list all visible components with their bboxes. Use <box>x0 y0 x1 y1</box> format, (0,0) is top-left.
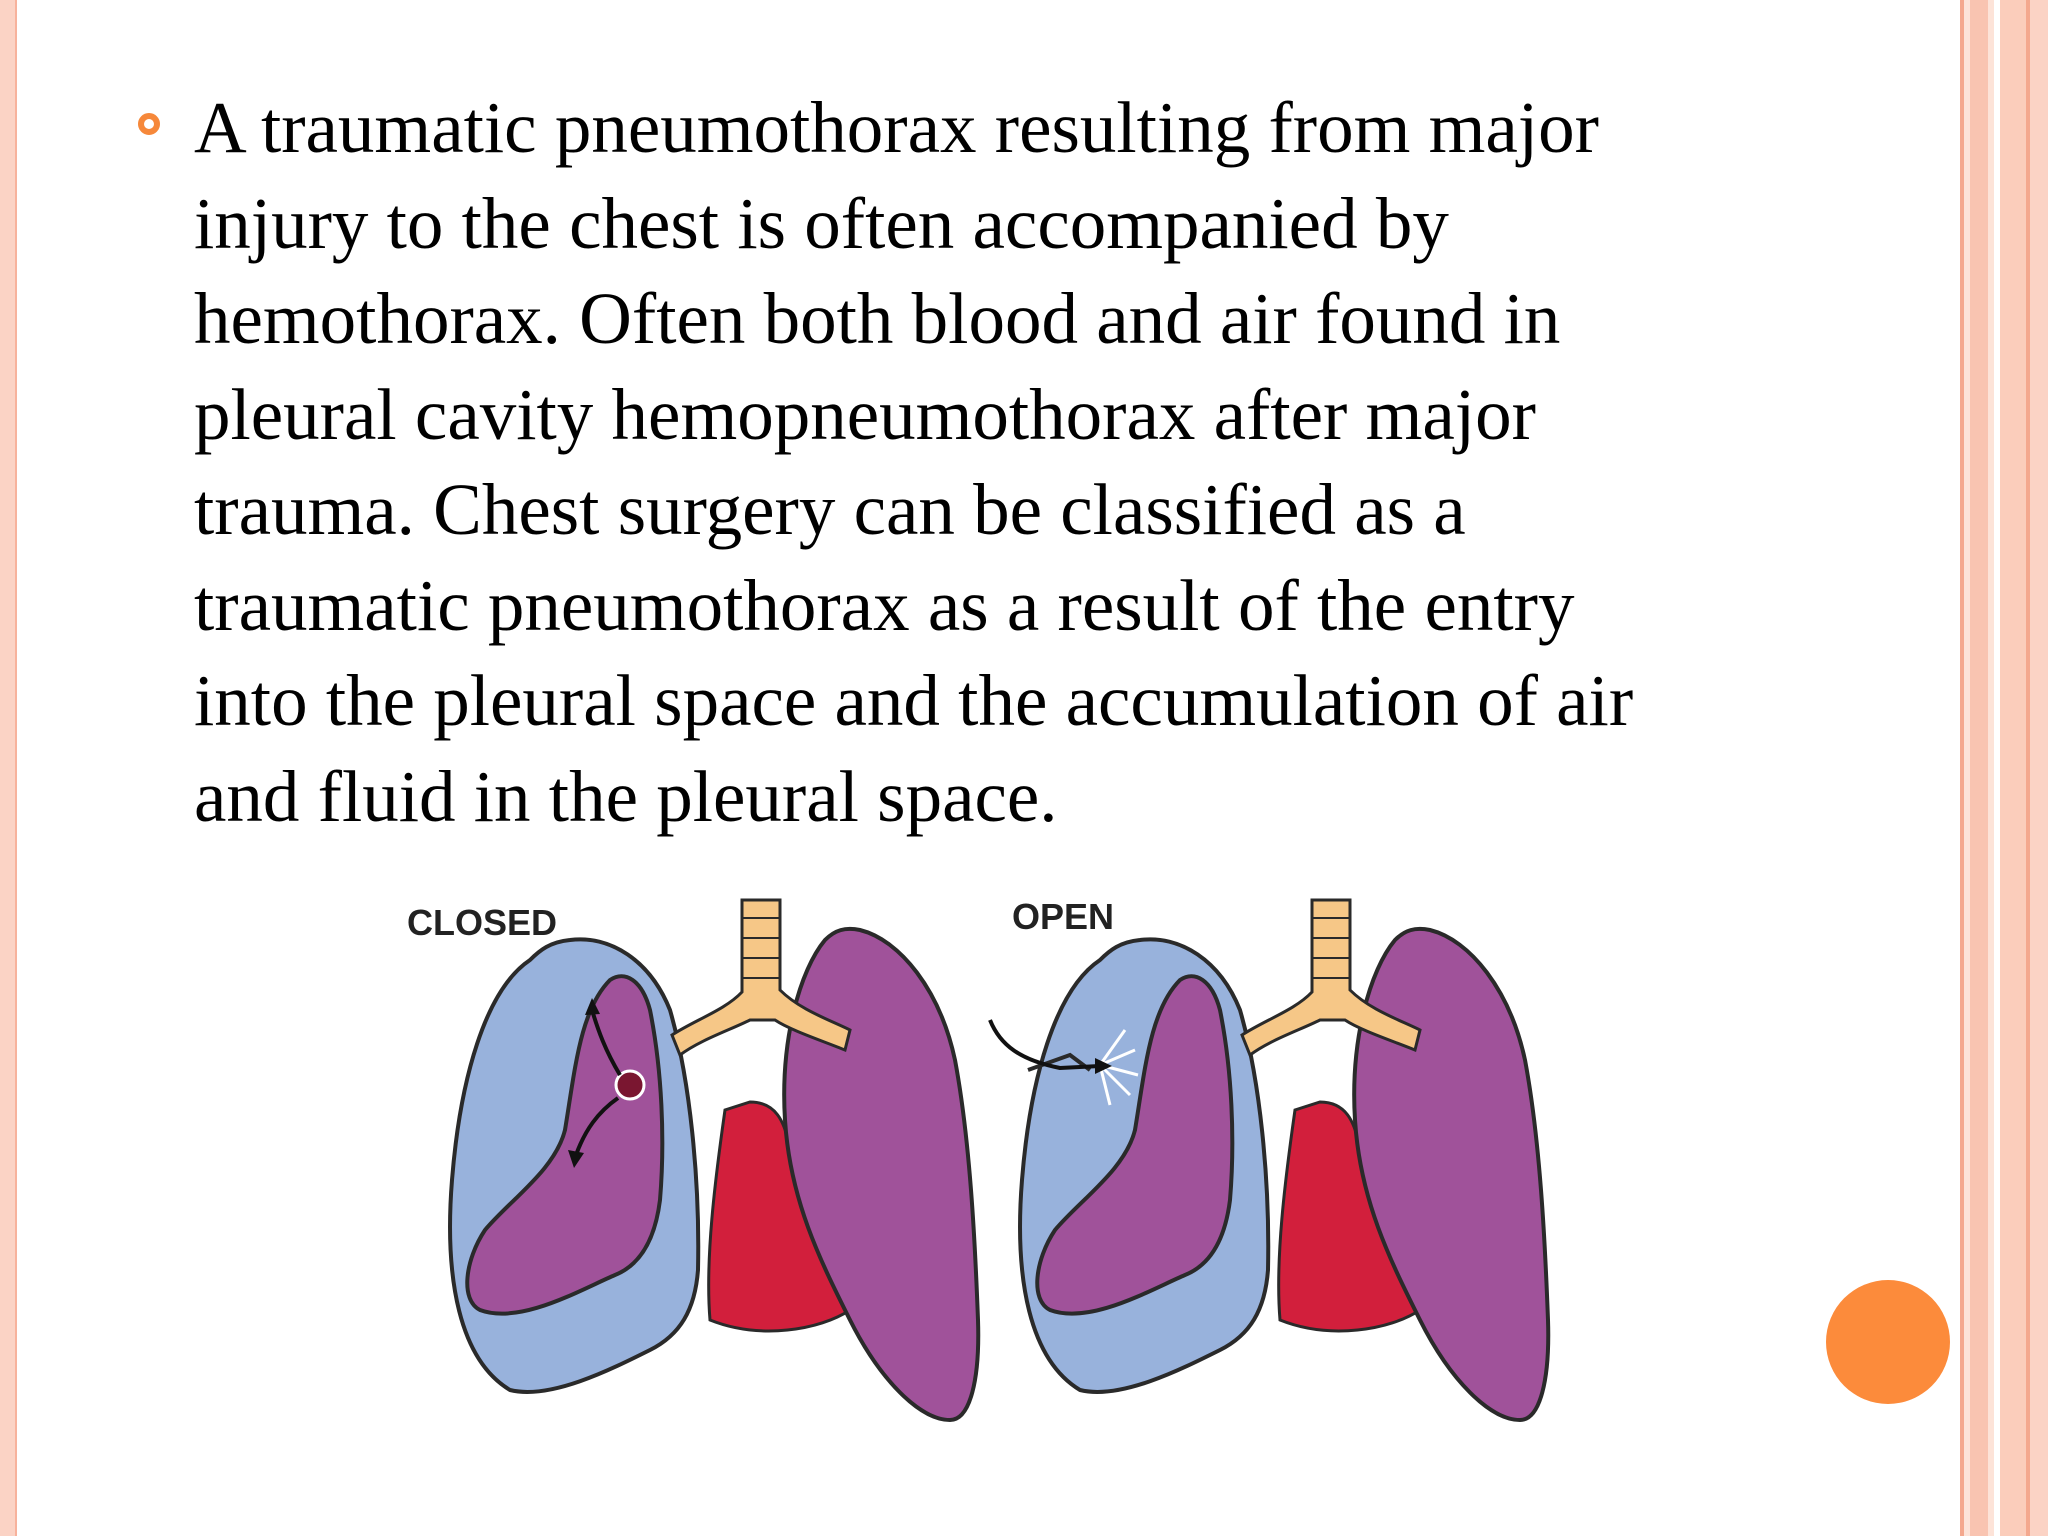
lung-illustration <box>380 880 1670 1440</box>
left-border <box>0 0 15 1536</box>
open-label: OPEN <box>1012 896 1115 937</box>
closed-pneumothorax-diagram <box>450 900 978 1420</box>
open-right-lung <box>1354 929 1548 1420</box>
open-pneumothorax-diagram <box>990 900 1548 1420</box>
closed-right-lung <box>784 929 978 1420</box>
left-border-inner <box>15 0 25 1536</box>
closed-injury <box>616 1071 644 1099</box>
orange-decorative-dot <box>1826 1280 1950 1404</box>
ring-bullet-icon <box>138 113 160 135</box>
right-border <box>1960 0 2048 1536</box>
bullet-text: A traumatic pneumothorax resulting from major injury to the chest is often accompanied by hemothorax. Often both blood and air found in pleural cavity hemopneumothorax after major trauma. Chest surgery can be classified as a traumatic pneumothorax as a result of the entry into the pleural space and the accumulation of air and fluid in the pleural space. <box>194 87 1634 837</box>
closed-label: CLOSED <box>407 902 558 943</box>
